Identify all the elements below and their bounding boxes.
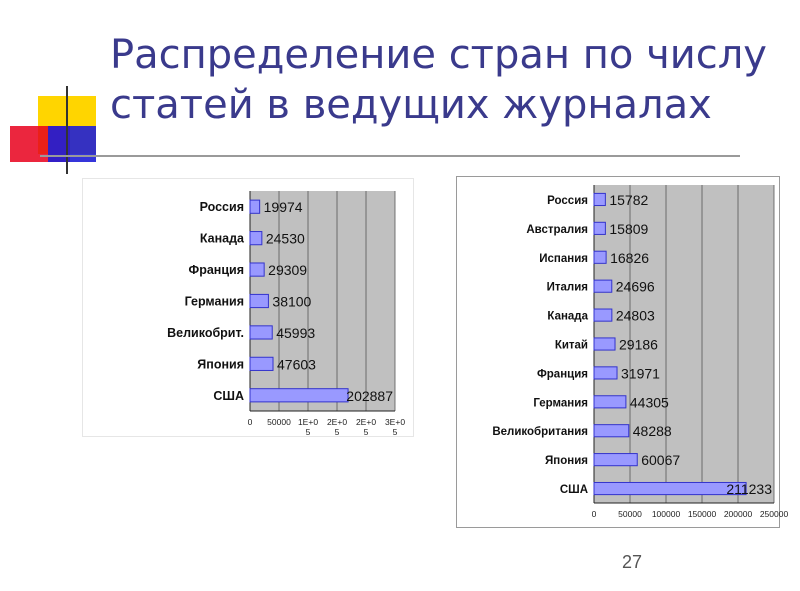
chart2-bar	[594, 280, 612, 292]
title-divider	[40, 155, 740, 157]
chart2-x-tick-label: 0	[591, 509, 597, 519]
chart2-data-label: 24803	[615, 307, 655, 324]
chart2-bar	[594, 222, 605, 234]
chart2-data-label: 16826	[610, 249, 650, 266]
chart1-category-label: Канада	[199, 231, 244, 246]
chart2-data-label: 15809	[609, 220, 649, 237]
chart2-bar	[594, 425, 629, 437]
page-number: 27	[622, 552, 643, 572]
chart1-bar	[250, 389, 348, 402]
slide-title-line-1: Распределение стран по числу	[110, 32, 767, 78]
chart2-x-tick-label: 100000	[651, 509, 681, 519]
chart2-data-label: 48288	[632, 423, 672, 440]
chart1-bar	[250, 294, 268, 307]
chart1-category-label: США	[213, 388, 244, 403]
chart2-data-label: 31971	[621, 365, 660, 382]
chart2-bar	[594, 309, 612, 321]
chart1-bar	[250, 326, 272, 339]
chart1-x-tick-label: 3E+0	[384, 417, 406, 427]
chart1-x-tick-label: 2E+0	[326, 417, 348, 427]
chart2-data-label: 60067	[641, 452, 681, 469]
chart2-category-label: Канада	[547, 310, 588, 323]
chart1-x-tick-label: 2E+0	[355, 417, 377, 427]
chart2-category-label: Китай	[554, 339, 588, 352]
chart1-data-label: 19974	[263, 199, 303, 216]
chart1-bar	[250, 232, 262, 245]
chart2-x-tick-label: 200000	[723, 509, 753, 519]
chart1-data-label: 38100	[272, 293, 312, 310]
chart2-category-label: Франция	[536, 368, 588, 381]
chart1-x-tick-label: 0	[247, 417, 253, 427]
chart1-bar	[250, 263, 264, 276]
chart1-data-label: 47603	[277, 356, 316, 373]
chart2-bar	[594, 251, 606, 263]
chart2-category-label: Великобритания	[492, 426, 588, 439]
chart1-x-tick-label: 50000	[267, 417, 291, 427]
chart2-category-label: США	[559, 484, 588, 497]
chart2-category-label: Австралия	[526, 223, 588, 236]
chart2-category-label: Германия	[533, 397, 588, 410]
chart-right-svg	[457, 177, 789, 527]
chart2-data-label: 24696	[615, 278, 655, 295]
chart1-category-label: Франция	[188, 263, 244, 278]
chart1-bar	[250, 357, 273, 370]
chart2-data-label: 44305	[629, 394, 669, 411]
chart1-data-label: 29309	[268, 262, 308, 279]
chart2-bar	[594, 367, 617, 379]
chart-left-svg	[83, 179, 413, 436]
slide-title-line-2: статей в ведущих журналах	[110, 82, 712, 128]
chart2-bar	[594, 454, 637, 466]
chart2-category-label: Испания	[539, 252, 588, 265]
chart1-data-label: 202887	[346, 387, 393, 404]
chart2-data-label: 211233	[726, 481, 772, 498]
chart2-bar	[594, 396, 626, 408]
chart1-x-tick-label: 5	[305, 427, 311, 437]
chart1-bar	[250, 200, 260, 213]
chart1-data-label: 45993	[276, 324, 316, 341]
chart2-bar	[594, 193, 605, 205]
chart2-bar	[594, 338, 615, 350]
chart1-category-label: Великобрит.	[167, 325, 244, 340]
chart2-category-label: Италия	[546, 281, 588, 294]
chart2-data-label: 29186	[619, 336, 658, 353]
chart2-category-label: Россия	[547, 194, 588, 207]
chart1-data-label: 24530	[265, 230, 305, 247]
chart1-category-label: Япония	[197, 357, 244, 372]
chart2-x-tick-label: 250000	[759, 509, 789, 519]
chart1-category-label: Россия	[199, 200, 244, 215]
chart2-x-tick-label: 150000	[687, 509, 717, 519]
chart1-x-tick-label: 5	[392, 427, 398, 437]
chart2-category-label: Япония	[545, 455, 588, 468]
chart1-category-label: Германия	[184, 294, 244, 309]
slide-title	[110, 30, 790, 130]
chart1-x-tick-label: 5	[363, 427, 369, 437]
chart2-x-tick-label: 50000	[618, 509, 642, 519]
chart-left	[82, 178, 414, 437]
chart2-data-label: 15782	[609, 191, 649, 208]
chart-right	[456, 176, 789, 528]
deco-vertical-line	[66, 86, 68, 174]
chart2-bar	[594, 482, 746, 494]
chart1-x-tick-label: 1E+0	[297, 417, 319, 427]
chart1-x-tick-label: 5	[334, 427, 340, 437]
